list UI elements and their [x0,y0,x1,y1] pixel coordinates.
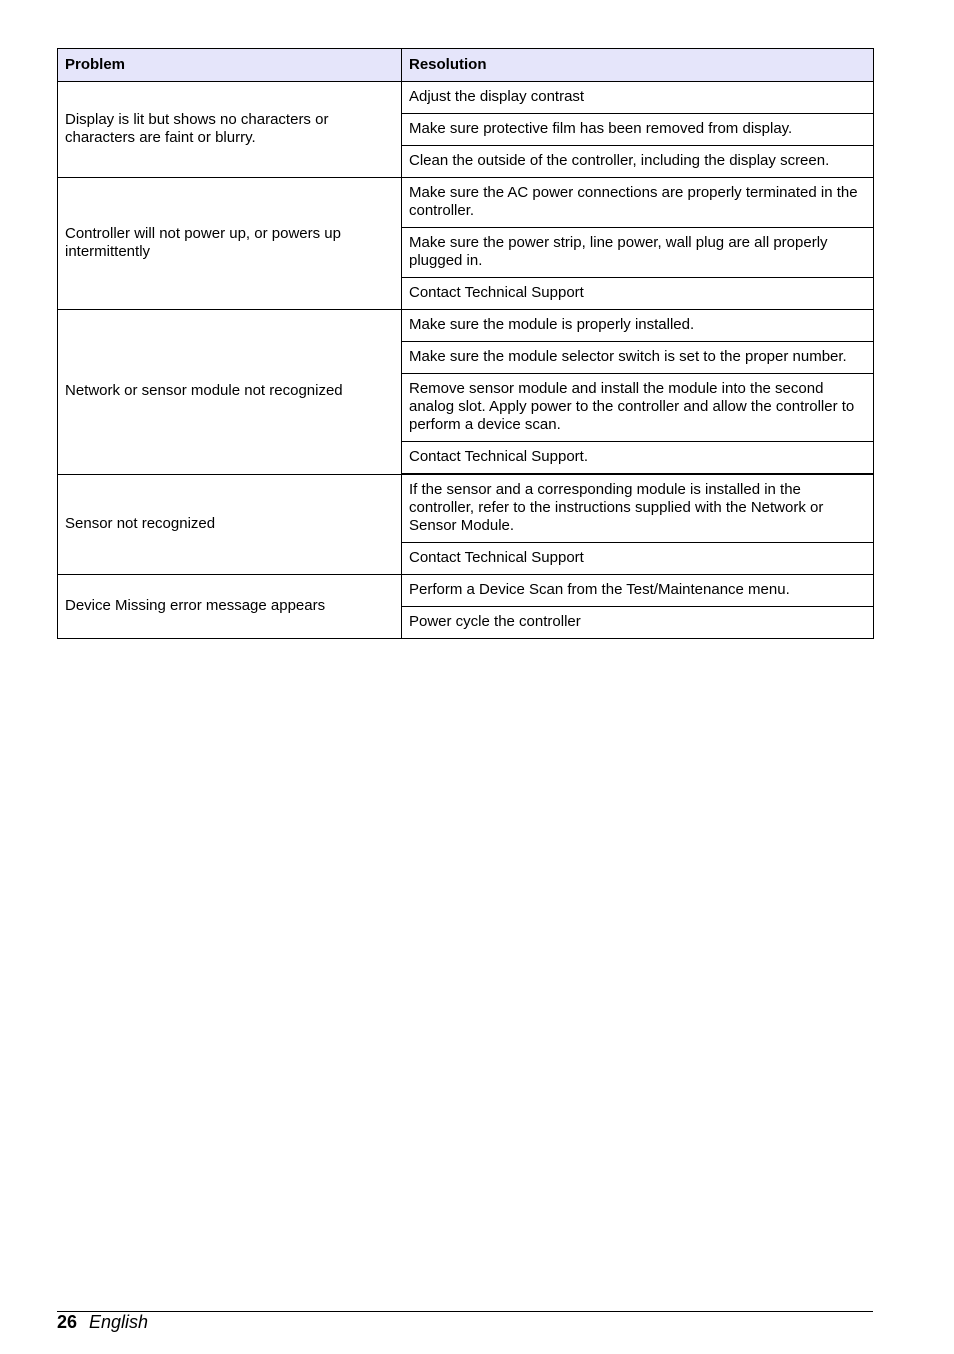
resolution-cell: Adjust the display contrast [402,82,874,114]
footer-language: English [89,1312,149,1332]
resolution-cell: If the sensor and a corresponding module is installed in the controller, refer to the instructions supplied with the Network or Sensor Module. [402,474,874,543]
resolution-cell: Make sure the module selector switch is set to the proper number. [402,342,874,374]
resolution-cell: Clean the outside of the controller, including the display screen. [402,146,874,178]
table-row [58,178,874,228]
troubleshooting-table [57,48,874,639]
problem-cell: Network or sensor module not recognized [58,310,402,475]
table-row [58,310,874,342]
resolution-cell: Make sure protective film has been removed from display. [402,114,874,146]
resolution-cell: Perform a Device Scan from the Test/Maintenance menu. [402,575,874,607]
footer-divider [57,1311,873,1312]
table-header-row [58,49,874,82]
table-row [58,82,874,114]
resolution-cell: Make sure the power strip, line power, wall plug are all properly plugged in. [402,228,874,278]
table-row [58,575,874,607]
resolution-cell: Make sure the module is properly installed. [402,310,874,342]
page-footer [57,1312,148,1332]
resolution-cell: Contact Technical Support. [402,442,874,475]
resolution-cell: Contact Technical Support [402,543,874,575]
table-row [58,474,874,543]
resolution-column-header: Resolution [402,49,874,82]
resolution-cell: Power cycle the controller [402,607,874,639]
resolution-cell: Remove sensor module and install the module into the second analog slot. Apply power to the controller and allow the controller to perform a device scan. [402,374,874,442]
problem-column-header: Problem [58,49,402,82]
problem-cell: Controller will not power up, or powers up intermittently [58,178,402,310]
problem-cell: Sensor not recognized [58,474,402,575]
problem-cell: Device Missing error message appears [58,575,402,639]
resolution-cell: Make sure the AC power connections are properly terminated in the controller. [402,178,874,228]
page-number: 26 [57,1312,78,1332]
problem-cell: Display is lit but shows no characters or characters are faint or blurry. [58,82,402,178]
resolution-cell: Contact Technical Support [402,278,874,310]
